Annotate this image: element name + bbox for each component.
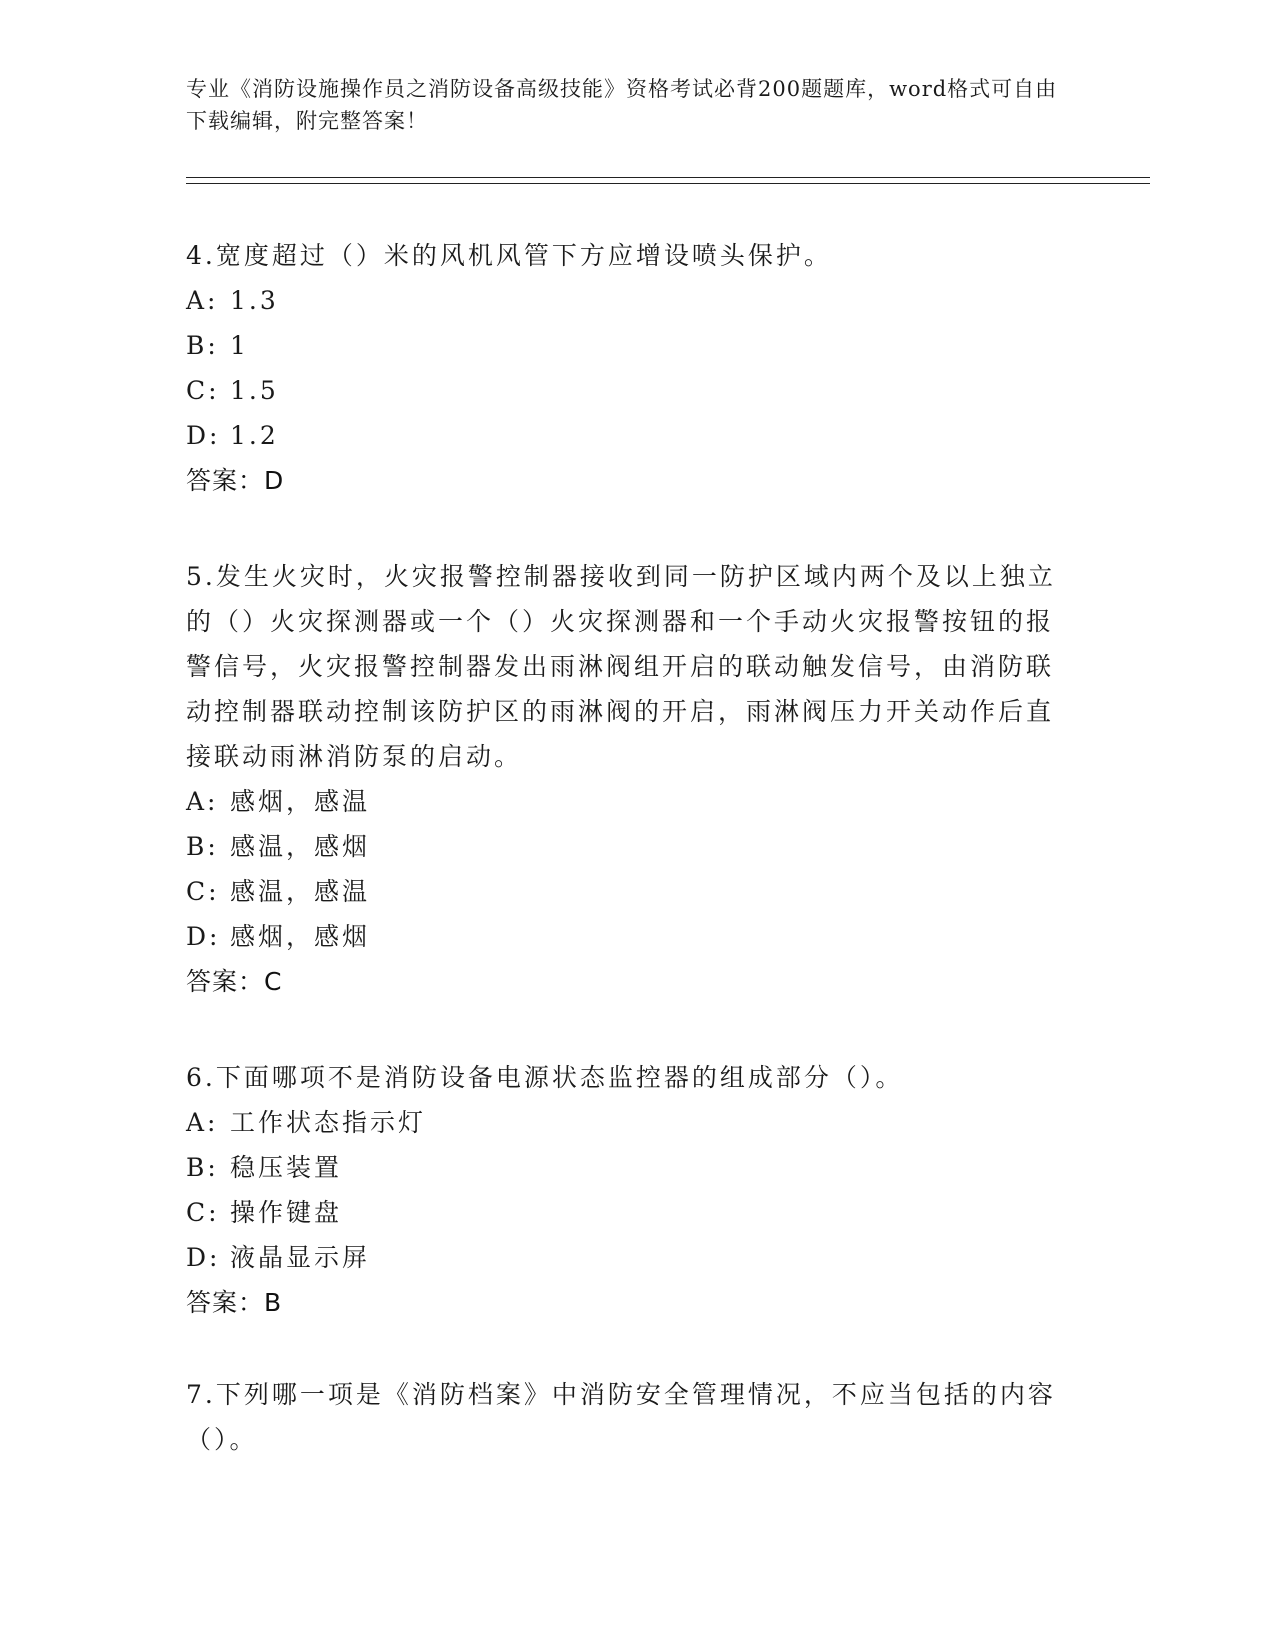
option-a (186, 278, 1066, 323)
option-b (186, 824, 1066, 869)
question-5 (186, 554, 1066, 1004)
option-a (186, 1100, 1066, 1145)
option-letter: D: (186, 1243, 221, 1272)
option-text: 感温，感温 (230, 877, 371, 906)
option-letter: B: (186, 1153, 219, 1182)
answer-line: 答案：D (186, 466, 285, 495)
question-stem: 4.宽度超过（）米的风机风管下方应增设喷头保护。 (186, 241, 832, 270)
option-text: 感烟，感烟 (230, 922, 371, 951)
question-4 (186, 233, 1066, 503)
option-text: 1.2 (230, 421, 279, 450)
option-d (186, 1235, 1066, 1280)
option-letter: A: (186, 787, 219, 816)
option-c (186, 1190, 1066, 1235)
header-divider (186, 177, 1150, 184)
option-text: 工作状态指示灯 (230, 1108, 427, 1137)
option-text: 感温，感烟 (230, 832, 371, 861)
option-text: 操作键盘 (230, 1198, 343, 1227)
option-letter: C: (186, 877, 220, 906)
option-text: 液晶显示屏 (230, 1243, 371, 1272)
option-text: 1.5 (230, 376, 279, 405)
option-c (186, 869, 1066, 914)
question-stem: 7.下列哪一项是《消防档案》中消防安全管理情况，不应当包括的内容（）。 (186, 1380, 1056, 1454)
option-text: 感烟，感温 (230, 787, 371, 816)
option-b (186, 323, 1066, 368)
option-letter: D: (186, 421, 221, 450)
question-stem: 6.下面哪项不是消防设备电源状态监控器的组成部分（）。 (186, 1063, 904, 1092)
option-text: 1 (230, 331, 249, 360)
option-letter: C: (186, 376, 220, 405)
option-text: 1.3 (230, 286, 279, 315)
option-letter: B: (186, 331, 219, 360)
question-7 (186, 1372, 1066, 1462)
document-header: 专业《消防设施操作员之消防设备高级技能》资格考试必背200题题库，word格式可自由下载编辑，附完整答案！ (186, 77, 1058, 133)
option-text: 稳压装置 (230, 1153, 343, 1182)
answer-line: 答案：B (186, 1288, 283, 1317)
question-6 (186, 1055, 1066, 1325)
option-letter: A: (186, 1108, 219, 1137)
option-letter: A: (186, 286, 219, 315)
option-letter: B: (186, 832, 219, 861)
option-letter: D: (186, 922, 221, 951)
option-letter: C: (186, 1198, 220, 1227)
option-d (186, 914, 1066, 959)
answer-line: 答案：C (186, 967, 283, 996)
option-c (186, 368, 1066, 413)
option-b (186, 1145, 1066, 1190)
question-stem: 5.发生火灾时，火灾报警控制器接收到同一防护区域内两个及以上独立的（）火灾探测器或一个（）火灾探测器和一个手动火灾报警按钮的报警信号，火灾报警控制器发出雨淋阀组开启的联动触发信号，由消防联动控制器联动控制该防护区的雨淋阀的开启，雨淋阀压力开关动作后直接联动雨淋消防泵的启动。 (186, 562, 1056, 771)
option-a (186, 779, 1066, 824)
option-d (186, 413, 1066, 458)
